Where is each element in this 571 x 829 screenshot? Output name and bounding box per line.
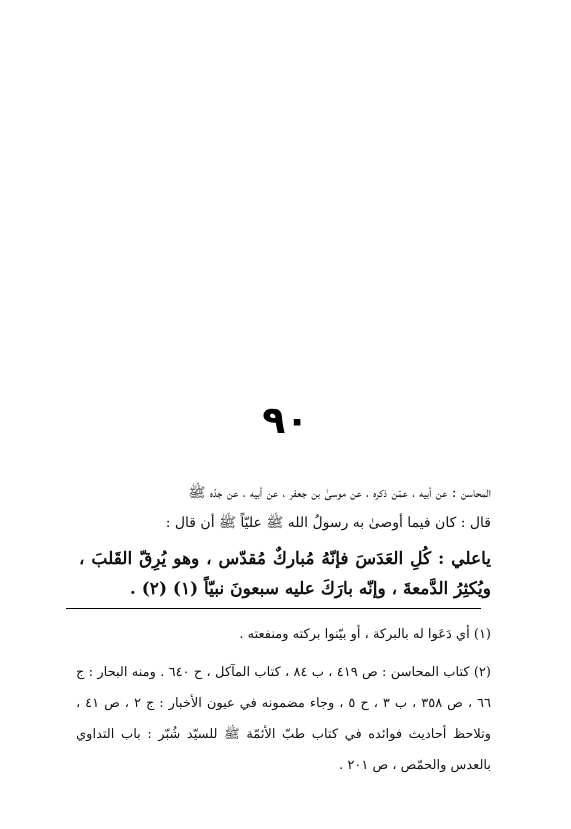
footnote-divider — [66, 608, 481, 609]
narration-chain-line-1: المحاسن : عن أبيه ، عمّن ذكره ، عن موسىٰ بن جعفر ، عن أبيه ، عن جدّه ﷺ — [188, 485, 491, 501]
narration-chain-line-2: قال : كان فيما أوصىٰ به رسولُ الله ﷺ عليّاً ﷺ أن قال : — [165, 515, 491, 531]
hadith-text: ياعلي : كُلِ العَدَسَ فإنّهُ مُباركٌ مُقدّس ، وهو يُرِقّ القَلبَ ، ويُكثِرُ الدَّمعةَ ، وإنّه بارَكَ عليه سبعونَ نبيّاً (١) (٢) . — [79, 549, 491, 599]
footnote-1: (١) أي دَعَوا له بالبركة ، أو بيّنوا بركته ومنفعته . — [239, 627, 491, 642]
hadith-number: ٩٠ — [262, 398, 309, 442]
footnote-2: (٢) كتاب المحاسن : ص ٤١٩ ، ب ٨٤ ، كتاب المآكل ، ح ٦٤٠ . ومنه البحار : ج ٦٦ ، ص ٣٥٨ ، ب ٣ ، ح ٥ ، وجاء مضمونه في عيون الأخبار : ج ٢ ، ص ٤١ ، وتلاحظ أحاديث فوائده في كتاب طبّ الأئمّة ﷺ للسيّد شُبّر : باب التداوي بالعدس والحمّص ، ص ٢٠١ . — [76, 665, 491, 773]
